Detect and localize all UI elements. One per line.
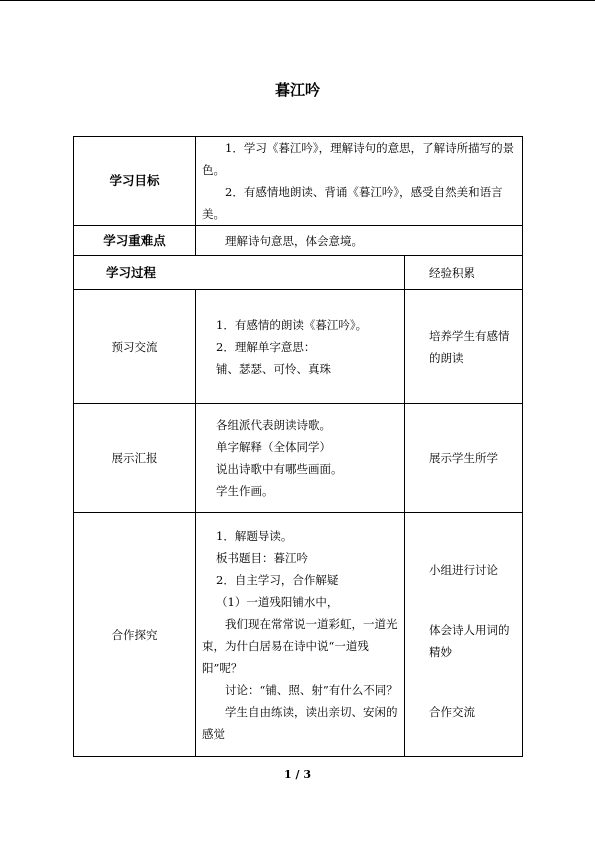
page-number: 1 / 3	[284, 768, 311, 781]
stage-line: 说出诗歌中有哪些画面。	[216, 462, 343, 476]
stage-notes	[405, 290, 523, 404]
stage-row-report	[74, 404, 523, 513]
process-header-row	[74, 256, 523, 290]
key-points-text: 理解诗句意思，体会意境。	[196, 226, 523, 256]
stage-note: 展示学生所学	[429, 451, 498, 465]
process-label: 学习过程	[74, 256, 405, 290]
stage-label: 预习交流	[74, 290, 196, 404]
stage-content	[196, 513, 405, 757]
key-points-row	[74, 226, 523, 256]
stage-content	[196, 290, 405, 404]
goals-label: 学习目标	[74, 137, 196, 226]
stage-line: 板书题目：暮江吟	[216, 550, 308, 565]
stage-notes	[405, 513, 523, 757]
goal-item-2: 2．有感情地朗读、背诵《暮江吟》，感受自然美和语言美。	[202, 185, 503, 221]
goals-content	[196, 137, 523, 226]
stage-line: 2．理解单字意思：	[216, 339, 316, 354]
stage-row-preview	[74, 290, 523, 404]
stage-notes	[405, 404, 523, 513]
stage-line: 我们现在常常说一道彩虹，一道光束，为什白居易在诗中说“一道残阳”呢？	[202, 616, 398, 675]
goals-row	[74, 137, 523, 226]
lesson-plan-table	[73, 136, 523, 757]
goal-item-1: 1．学习《暮江吟》，理解诗句的意思，了解诗所描写的景色。	[202, 141, 515, 177]
stage-line: （1）一道残阳铺水中，	[216, 594, 339, 609]
stage-line: 各组派代表朗读诗歌。	[216, 418, 331, 432]
stage-line: 单字解释（全体同学）	[216, 440, 331, 454]
stage-note: 体会诗人用词的精妙	[429, 623, 510, 659]
stage-row-explore	[74, 513, 523, 757]
stage-note: 小组进行讨论	[429, 563, 498, 577]
stage-line: 1．有感情的朗读《暮江吟》。	[216, 317, 368, 332]
stage-line: 铺、瑟瑟、可怜、真珠	[216, 361, 331, 376]
key-points-label: 学习重难点	[74, 226, 196, 256]
stage-note: 合作交流	[429, 705, 475, 719]
document-title: 暮江吟	[274, 81, 320, 99]
stage-content	[196, 404, 405, 513]
top-rule	[0, 0, 595, 1]
stage-line: 讨论：“铺、照、射”有什么不同？	[225, 682, 398, 697]
stage-line: 1．解题导读。	[216, 528, 293, 543]
stage-line: 学生作画。	[216, 484, 274, 498]
stage-note: 培养学生有感情的朗读	[429, 328, 510, 365]
stage-line: 2．自主学习，合作解疑	[216, 572, 339, 587]
experience-header: 经验积累	[405, 256, 523, 290]
stage-line: 学生自由练读，读出亲切、安闲的感觉	[202, 704, 398, 741]
stage-label: 合作探究	[74, 513, 196, 757]
stage-label: 展示汇报	[74, 404, 196, 513]
